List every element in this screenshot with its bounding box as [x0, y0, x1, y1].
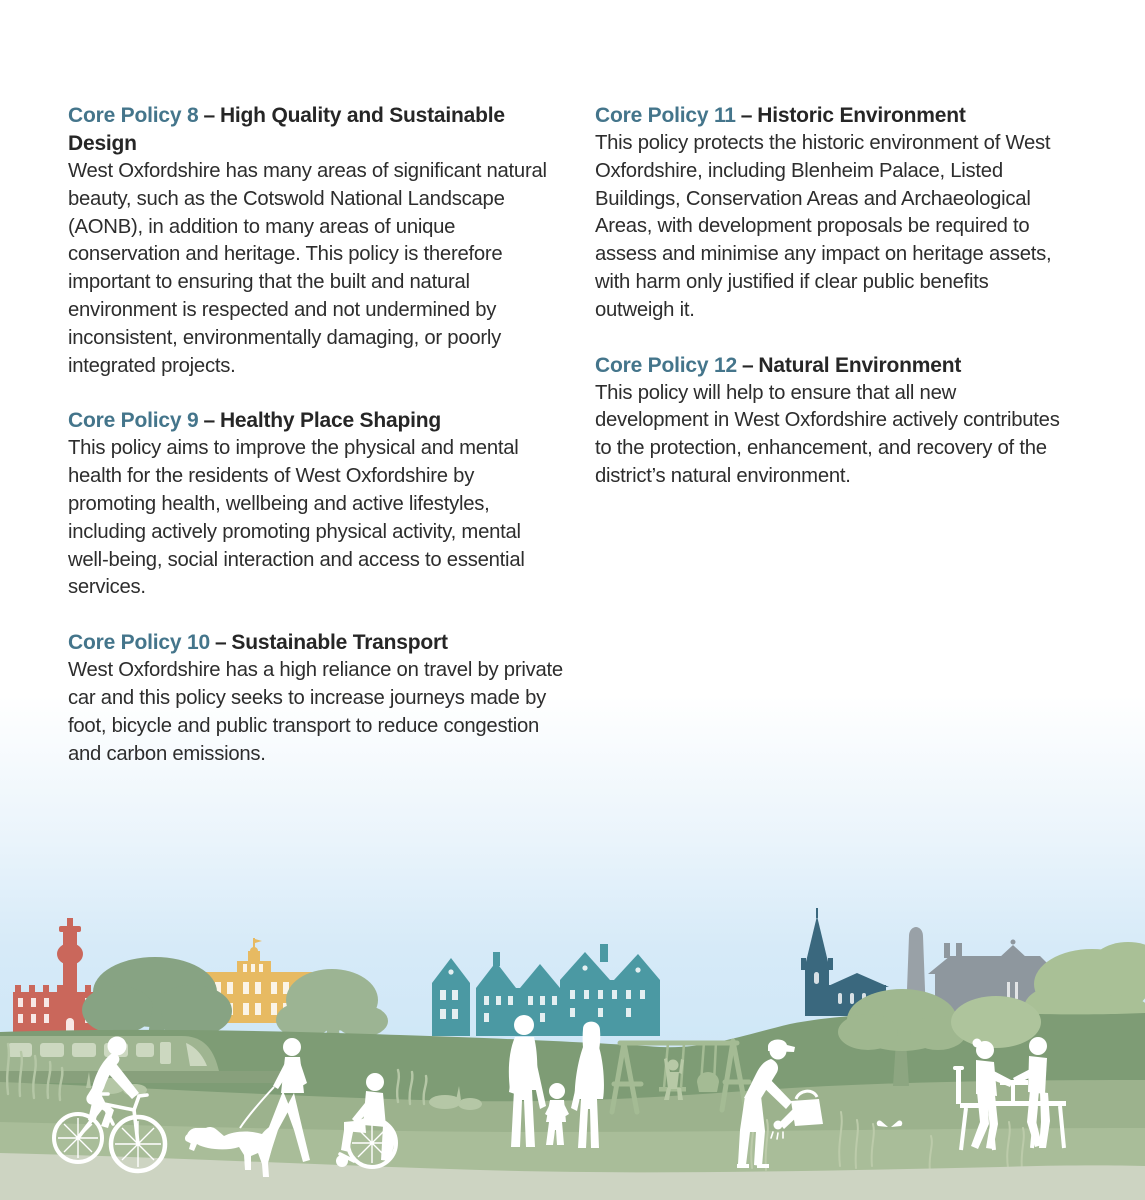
policy-section-cp12 — [595, 352, 1073, 491]
policy-section-cp9 — [68, 407, 566, 602]
policy-title: High Quality and Sustainable Design — [68, 104, 505, 155]
policy-number: Core Policy 11 — [595, 104, 736, 127]
policy-section-cp11 — [595, 102, 1073, 325]
policy-number: Core Policy 8 — [68, 104, 199, 127]
left-column — [68, 102, 566, 795]
dash-separator: – — [203, 104, 215, 127]
policy-body: This policy protects the historic environment of West Oxfordshire, including Blenheim Palace, Listed Buildings, Conservation Areas and Archaeological Areas, with development proposals be required to assess and minimise any impact on heritage assets, with harm only justified if clear public benefits outweigh it. — [595, 132, 1052, 321]
dash-separator: – — [203, 409, 215, 433]
dash-separator: – — [214, 631, 227, 655]
victorian-houses — [432, 944, 660, 1036]
policy-heading — [68, 102, 566, 158]
policy-section-cp10 — [68, 629, 566, 768]
policy-title: Natural Environment — [758, 353, 962, 377]
policy-title: Historic Environment — [757, 104, 966, 127]
dash-separator: – — [740, 104, 753, 127]
tree — [82, 957, 232, 1037]
policy-heading — [595, 352, 1073, 380]
policy-title: Sustainable Transport — [231, 631, 448, 655]
policy-body: This policy will help to ensure that all new development in West Oxfordshire actively contributes to the protection, enhancement, and recovery of the district’s natural environment. — [595, 381, 1060, 487]
policy-section-cp8 — [68, 102, 566, 380]
policy-title: Healthy Place Shaping — [219, 409, 441, 433]
policy-heading — [68, 407, 566, 435]
policy-number: Core Policy 9 — [68, 409, 199, 433]
tree — [951, 996, 1041, 1048]
policy-body: West Oxfordshire has many areas of significant natural beauty, such as the Cotswold National Landscape (AONB), in addition to many areas of unique conservation and heritage. This policy is therefore important to ensuring that the built and natural environment is respected and not undermined by inconsistent, environmentally damaging, or poorly integrated projects. — [68, 160, 547, 377]
policy-heading — [68, 629, 566, 657]
policy-number: Core Policy 10 — [68, 631, 210, 655]
dash-separator: – — [741, 353, 754, 377]
right-column — [595, 102, 1073, 795]
policy-body: This policy aims to improve the physical and mental health for the residents of West Oxfordshire by promoting health, wellbeing and active lifestyles, including actively promoting physical activity, mental well-being, social interaction and access to essential services. — [68, 437, 525, 599]
policy-heading — [595, 102, 1073, 130]
landscape-illustration — [0, 730, 1145, 1200]
policy-body: West Oxfordshire has a high reliance on travel by private car and this policy seeks to increase journeys made by foot, bicycle and public transport to reduce congestion and carbon emissions. — [68, 659, 563, 765]
policy-number: Core Policy 12 — [595, 353, 737, 377]
